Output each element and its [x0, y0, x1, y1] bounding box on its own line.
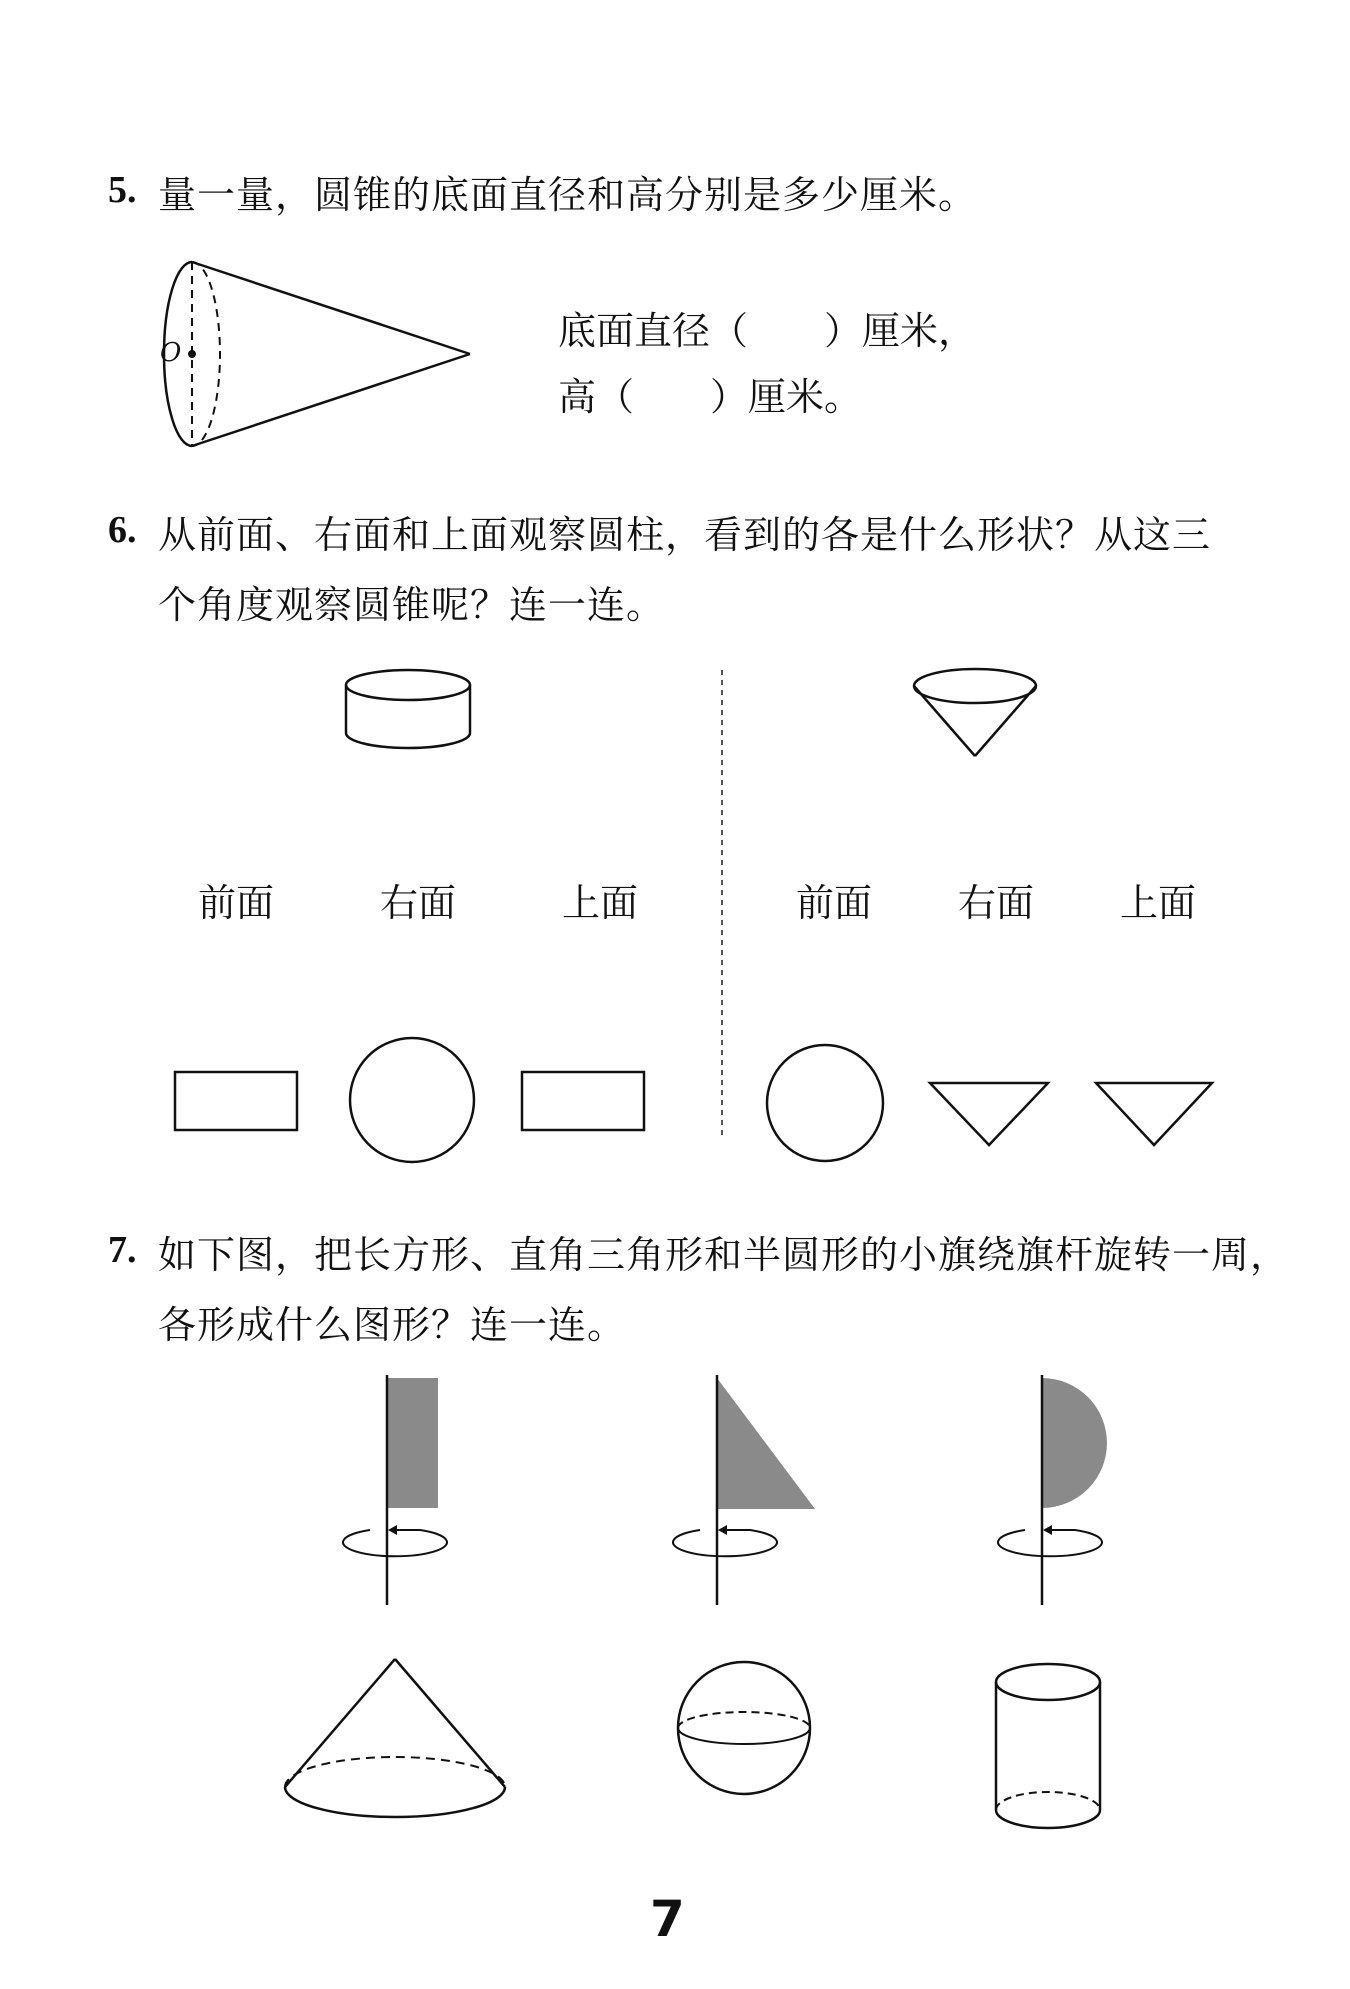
arrow-head — [718, 1525, 727, 1535]
cone-left-side — [914, 686, 975, 756]
answer-triangle-2 — [1096, 1083, 1212, 1145]
answer-circle-2 — [767, 1045, 883, 1161]
flag-semicircle — [985, 1375, 1135, 1615]
cone-center-label: O — [160, 338, 182, 368]
page-number: 7 — [650, 1890, 685, 1948]
cylinder-bottom-back — [996, 1792, 1100, 1810]
cylinder-view-front: 前面 — [198, 881, 275, 925]
cone-right-side — [395, 1659, 505, 1787]
cone-top-ellipse — [914, 669, 1036, 703]
q6-text-line2: 个角度观察圆锥呢？连一连。 — [158, 583, 666, 627]
cone-base-back — [192, 262, 220, 446]
cone-right-side — [975, 686, 1036, 756]
answer-triangle-1 — [930, 1083, 1048, 1145]
cone-center-point — [188, 350, 196, 358]
q7-text-line2: 各形成什么图形？连一连。 — [158, 1303, 627, 1347]
cone-upper-edge — [192, 262, 470, 354]
flag-right-triangle — [660, 1375, 810, 1615]
cone-view-top: 上面 — [1120, 881, 1197, 925]
cylinder-bottom-front — [996, 1810, 1100, 1828]
rectangle-flag-shape — [387, 1378, 438, 1508]
answer-rectangle-1 — [175, 1072, 297, 1130]
q6-number: 6. — [108, 509, 137, 551]
cylinder-view-right: 右面 — [380, 881, 457, 925]
rotation-arrow — [673, 1530, 777, 1556]
solid-cylinder — [992, 1660, 1112, 1840]
rotation-arrow — [998, 1530, 1102, 1556]
answer-circle-1 — [350, 1038, 474, 1162]
flag-rectangle — [330, 1375, 450, 1615]
q5-text: 量一量，圆锥的底面直径和高分别是多少厘米。 — [158, 173, 978, 217]
cone-left-side — [285, 1659, 395, 1787]
arrow-head — [1043, 1525, 1052, 1535]
arrow-head — [388, 1525, 397, 1535]
q5-diameter-answer: 底面直径（ ）厘米， — [558, 309, 977, 353]
solid-sphere — [675, 1660, 815, 1800]
q6-cone-figure — [912, 668, 1042, 768]
sphere-equator-front — [678, 1728, 810, 1744]
cone-base-back-edge — [285, 1757, 505, 1787]
semicircle-flag-shape — [1042, 1378, 1107, 1508]
q7-text-line1: 如下图，把长方形、直角三角形和半圆形的小旗绕旗杆旋转一周， — [158, 1233, 1290, 1277]
cone-lower-edge — [192, 354, 470, 446]
cylinder-top-ellipse — [996, 1664, 1100, 1700]
q5-height-answer: 高（ ）厘米。 — [558, 375, 863, 419]
sphere-outline — [678, 1662, 810, 1794]
triangle-flag-shape — [717, 1378, 815, 1509]
q5-number: 5. — [108, 169, 137, 211]
q5-cone-figure — [150, 250, 480, 450]
cone-base-front-edge — [285, 1787, 505, 1817]
answer-rectangle-2 — [522, 1072, 644, 1130]
q6-answer-shapes — [160, 1030, 1350, 1170]
q6-text-line1: 从前面、右面和上面观察圆柱，看到的各是什么形状？从这三 — [158, 513, 1212, 557]
q6-cylinder-figure — [345, 665, 475, 755]
rotation-arrow — [343, 1530, 447, 1556]
solid-cone — [282, 1655, 512, 1825]
cone-view-front: 前面 — [796, 881, 873, 925]
cylinder-bottom — [346, 733, 470, 748]
cone-view-right: 右面 — [958, 881, 1035, 925]
cylinder-view-top: 上面 — [562, 881, 639, 925]
sphere-equator-back — [678, 1712, 810, 1728]
q7-number: 7. — [108, 1229, 137, 1271]
cylinder-top — [346, 670, 470, 700]
